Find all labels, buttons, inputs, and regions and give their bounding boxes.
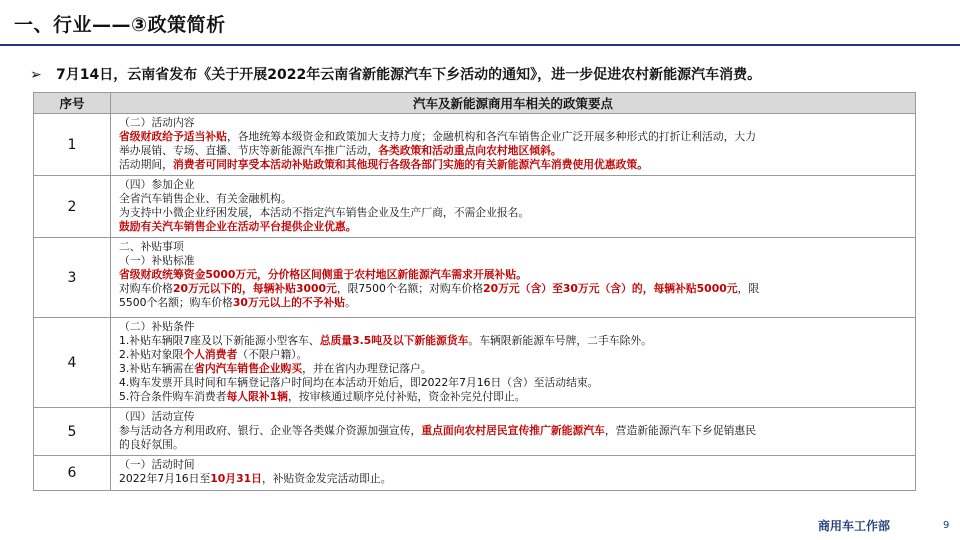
content-line — [119, 410, 911, 424]
highlight-text: 30万元以上的不予补贴 — [232, 296, 346, 309]
content-line — [119, 320, 911, 334]
row-number: 3 — [34, 238, 111, 318]
header-no: 序号 — [34, 93, 111, 114]
content-line — [119, 424, 911, 438]
body-text: ，限 — [737, 282, 760, 295]
body-text: 1.补贴车辆限7座及以下新能源小型客车、 — [119, 334, 320, 347]
row-number: 6 — [34, 456, 111, 491]
body-text: （四）活动宣传 — [119, 410, 195, 423]
table-row — [34, 408, 916, 456]
body-text: 的良好氛围。 — [119, 438, 184, 451]
body-text: 4.购车发票开具时间和车辆登记落户时间均在本活动开始后，即2022年7月16日（含）至活动结束。 — [119, 376, 599, 389]
body-text: ，各地统筹本级资金和政策加大支持力度；金融机构和各汽车销售企业广泛开展多种形式的打折让利活动，大力 — [226, 130, 757, 143]
body-text: 2.补贴对象限 — [119, 348, 184, 361]
body-text: ，营造新能源汽车下乡促销惠民 — [604, 424, 757, 437]
summary-text: 7月14日，云南省发布《关于开展2022年云南省新能源汽车下乡活动的通知》，进一步促进农村新能源汽车消费。 — [56, 67, 762, 83]
body-text: （不限户籍）。 — [237, 348, 308, 361]
content-line — [119, 376, 911, 390]
content-line — [119, 390, 911, 404]
body-text: （一）活动时间 — [119, 458, 195, 471]
table-row — [34, 238, 916, 318]
body-text: 5500个名额；购车价格 — [119, 296, 233, 309]
body-text: ，补贴资金发完活动即止。 — [261, 472, 392, 485]
content-line — [119, 178, 911, 192]
highlight-text: 总质量3.5吨及以下新能源货车 — [319, 334, 469, 347]
content-line — [119, 268, 911, 282]
body-text: 5.符合条件购车消费者 — [119, 390, 227, 403]
row-number: 1 — [34, 114, 111, 176]
table-row — [34, 114, 916, 176]
content-line — [119, 240, 911, 254]
row-number: 4 — [34, 318, 111, 408]
highlight-text: 20万元（含）至30万元（含）的，每辆补贴5000元 — [483, 282, 738, 295]
body-text: （二）活动内容 — [119, 116, 195, 129]
row-number: 5 — [34, 408, 111, 456]
table-row — [34, 318, 916, 408]
content-line — [119, 158, 911, 172]
summary-bullet — [30, 64, 761, 84]
content-line — [119, 192, 911, 206]
row-number: 2 — [34, 176, 111, 238]
body-text: 二、补贴事项 — [119, 240, 184, 253]
footer-department: 商用车工作部 — [818, 519, 891, 533]
content-line — [119, 472, 911, 486]
content-line — [119, 144, 911, 158]
highlight-text: 消费者可同时享受本活动补贴政策和其他现行各级各部门实施的有关新能源汽车消费使用优惠政策。 — [172, 158, 649, 171]
body-text: 。 — [345, 296, 356, 309]
content-line — [119, 458, 911, 472]
content-line — [119, 130, 911, 144]
row-content — [111, 114, 916, 176]
body-text: 3.补贴车辆需在 — [119, 362, 195, 375]
page-number: 9 — [943, 520, 950, 531]
content-line — [119, 438, 911, 452]
row-content — [111, 318, 916, 408]
row-content — [111, 238, 916, 318]
body-text: （四）参加企业 — [119, 178, 195, 191]
table-row — [34, 456, 916, 491]
highlight-text: 重点面向农村居民宣传推广新能源汽车 — [421, 424, 605, 437]
body-text: 对购车价格 — [119, 282, 173, 295]
body-text: 。车辆限新能源车号牌，二手车除外。 — [468, 334, 652, 347]
body-text: 为支持中小微企业纾困发展，本活动不指定汽车销售企业及生产厂商，不需企业报名。 — [119, 206, 530, 219]
body-text: （一）补贴标准 — [119, 254, 195, 267]
highlight-text: 10月31日 — [210, 472, 262, 485]
highlight-text: 省内汽车销售企业购买 — [194, 362, 303, 375]
highlight-text: 省级财政统筹资金5000万元，分价格区间侧重于农村地区新能源汽车需求开展补贴。 — [119, 268, 527, 281]
content-line — [119, 282, 911, 296]
content-line — [119, 254, 911, 268]
highlight-text: 20万元以下的，每辆补贴3000元 — [172, 282, 337, 295]
header-points: 汽车及新能源商用车相关的政策要点 — [111, 93, 916, 114]
body-text: 全省汽车销售企业、有关金融机构。 — [119, 192, 292, 205]
body-text: ，按审核通过顺序兑付补贴，资金补完兑付即止。 — [287, 390, 526, 403]
body-text: （二）补贴条件 — [119, 320, 195, 333]
highlight-text: 省级财政给予适当补贴 — [119, 130, 227, 143]
body-text: 举办展销、专场、直播、节庆等新能源汽车推广活动， — [119, 144, 379, 157]
content-line — [119, 296, 911, 310]
arrow-bullet-icon: ➢ — [30, 67, 42, 83]
row-content — [111, 408, 916, 456]
table-header-row — [34, 93, 916, 114]
content-line — [119, 362, 911, 376]
content-line — [119, 116, 911, 130]
title-divider — [0, 44, 960, 46]
body-text: 参与活动各方利用政府、银行、企业等各类媒介资源加强宣传， — [119, 424, 422, 437]
content-line — [119, 206, 911, 220]
highlight-text: 各类政策和活动重点向农村地区倾斜。 — [378, 144, 562, 157]
row-content — [111, 176, 916, 238]
body-text: ，并在省内办理登记落户。 — [302, 362, 432, 375]
slide-title: 一、行业——③政策简析 — [14, 14, 226, 36]
table-row — [34, 176, 916, 238]
highlight-text: 每人限补1辆 — [226, 390, 288, 403]
highlight-text: 鼓励有关汽车销售企业在活动平台提供企业优惠。 — [119, 220, 357, 233]
policy-table — [33, 92, 916, 491]
content-line — [119, 220, 911, 234]
body-text: 活动期间， — [119, 158, 173, 171]
body-text: ，限7500个名额；对购车价格 — [336, 282, 484, 295]
content-line — [119, 334, 911, 348]
row-content — [111, 456, 916, 491]
highlight-text: 个人消费者 — [183, 348, 238, 361]
body-text: 2022年7月16日至 — [119, 472, 211, 485]
content-line — [119, 348, 911, 362]
